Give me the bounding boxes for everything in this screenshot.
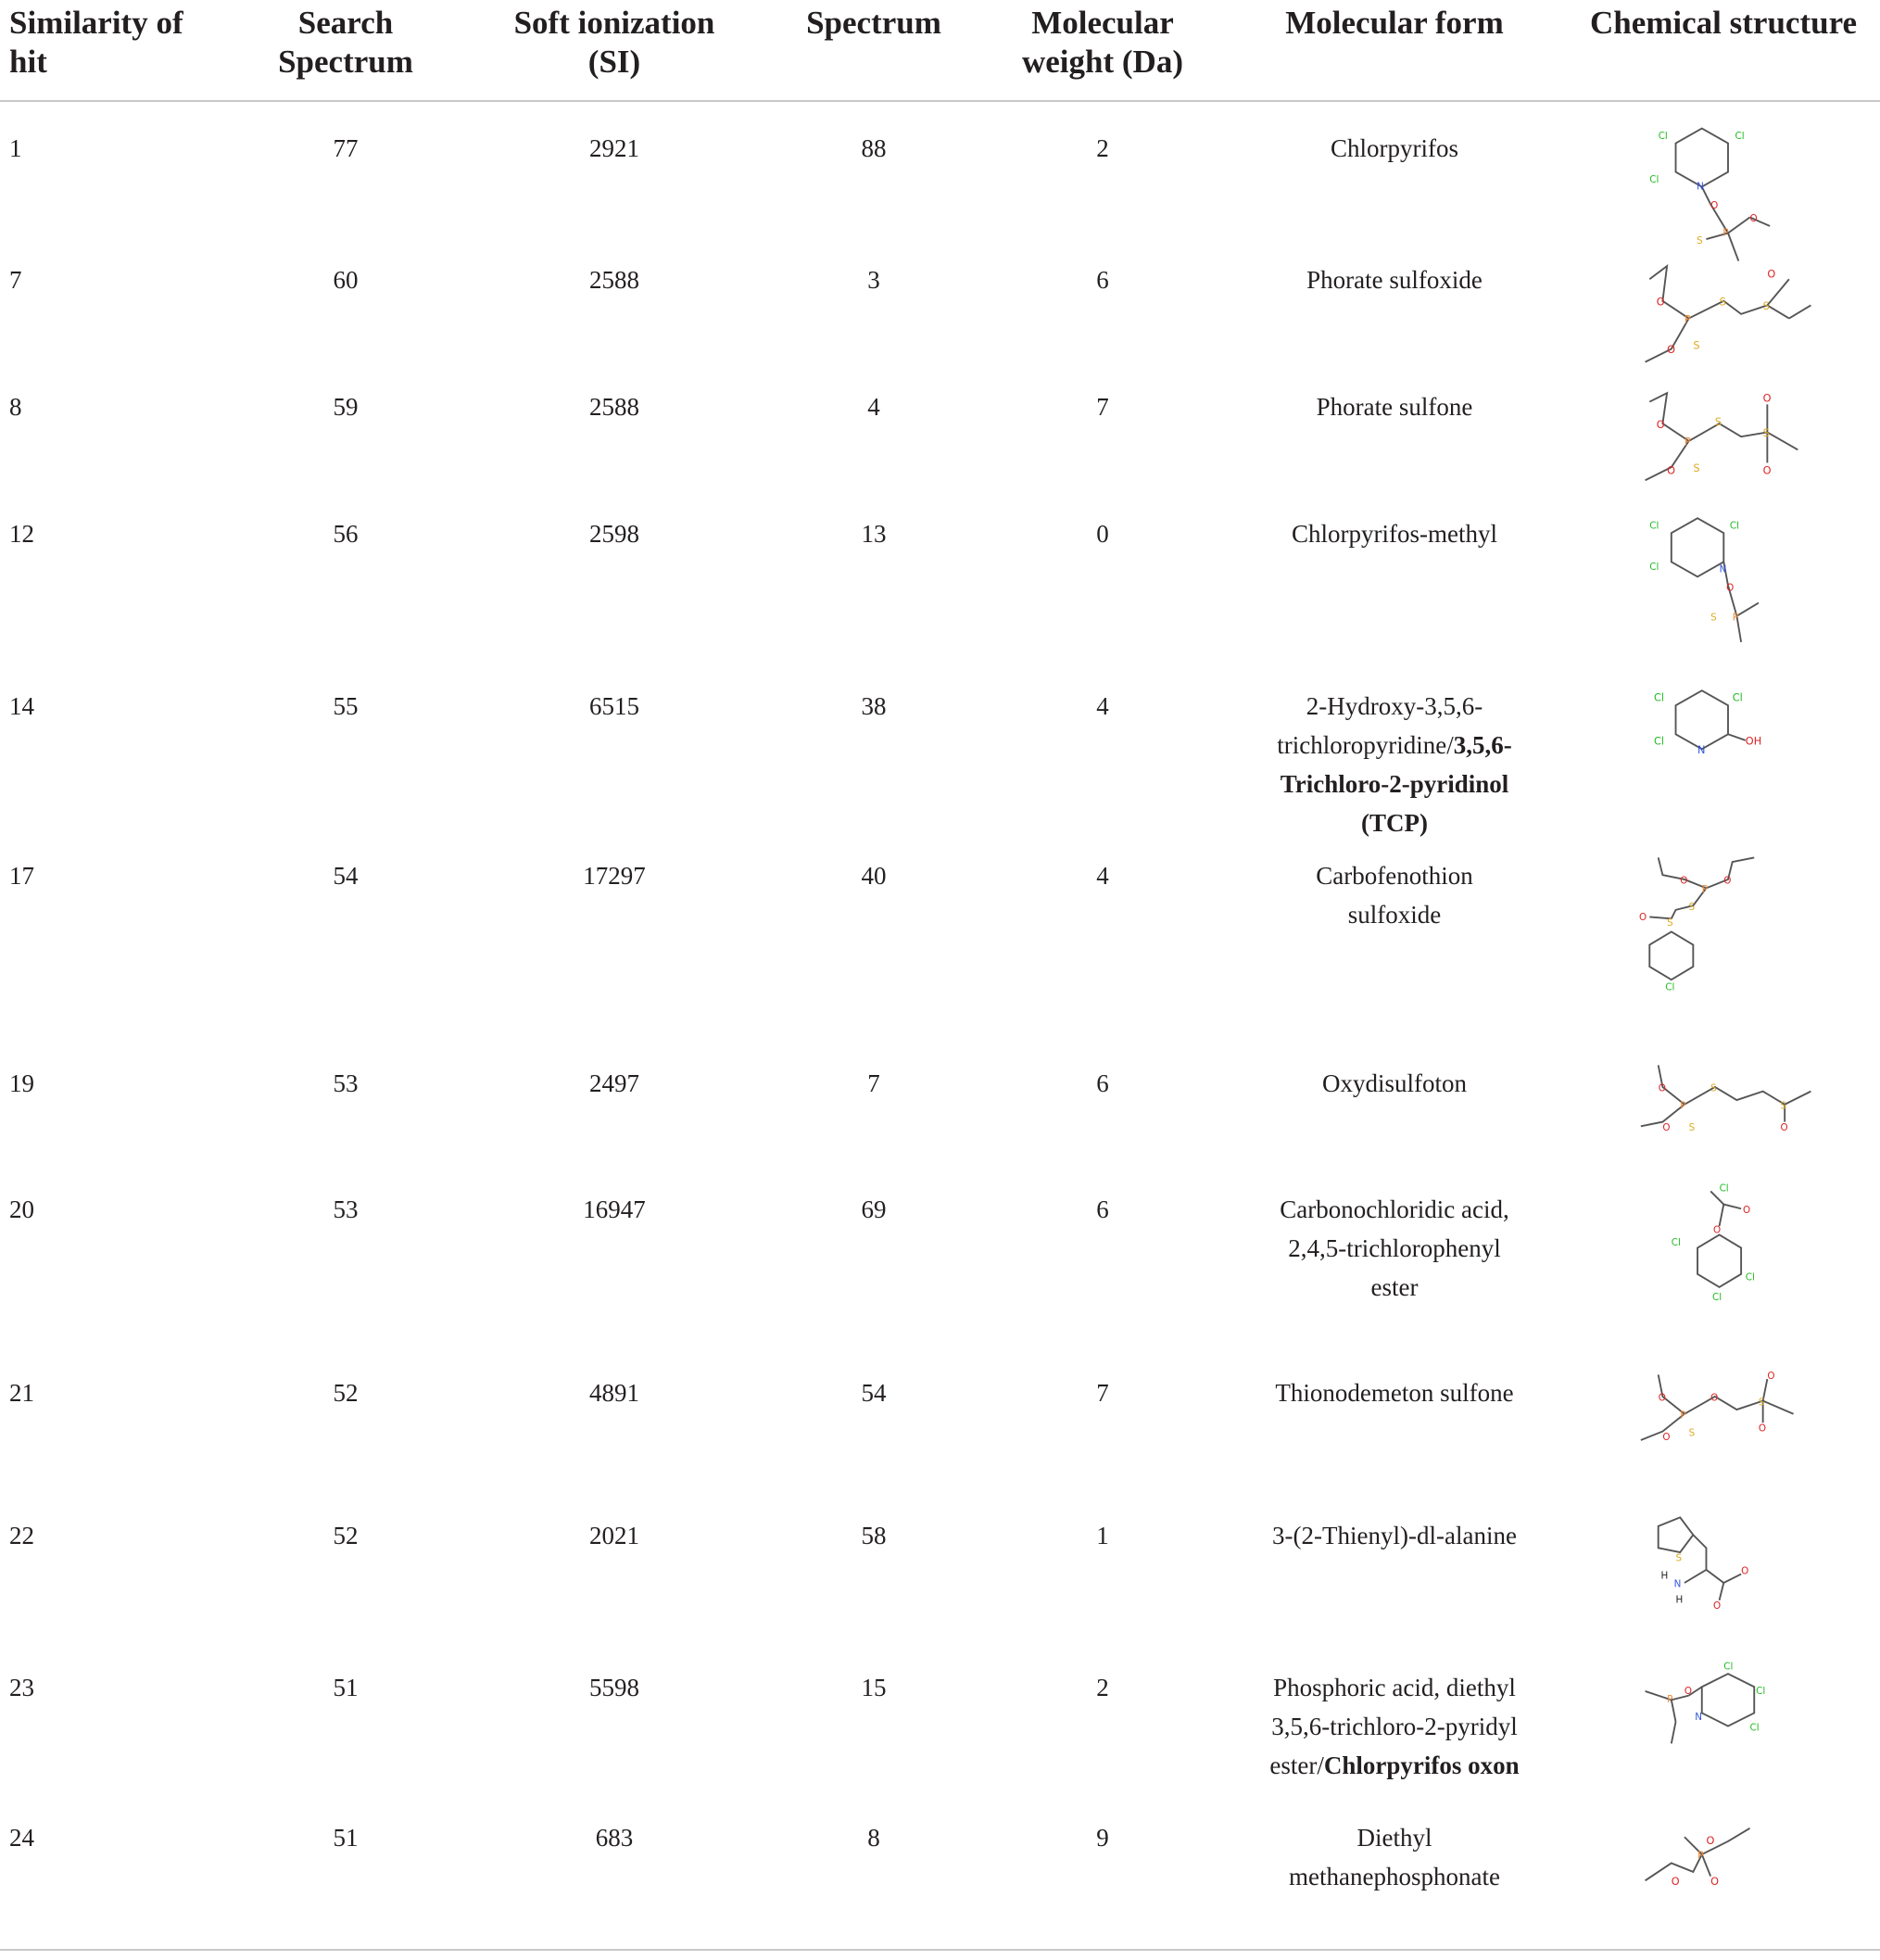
header-spectrum: Spectrum — [806, 5, 941, 41]
svg-text:N: N — [1695, 1712, 1702, 1723]
cell-molecular-form: Phorate sulfoxide — [1306, 266, 1483, 294]
svg-text:O: O — [1762, 392, 1772, 405]
svg-text:O: O — [1667, 464, 1676, 477]
cell-molecular-form: Chlorpyrifos-methyl — [1292, 520, 1497, 548]
cell-similarity-of-hit: 12 — [9, 520, 34, 548]
svg-text:O: O — [1767, 268, 1776, 281]
cell-similarity-of-hit: 24 — [9, 1824, 34, 1852]
svg-text:S: S — [1693, 339, 1700, 352]
cell-search-spectrum: 51 — [333, 1674, 359, 1701]
cell-search-spectrum: 77 — [333, 134, 359, 162]
cell-spectrum: 4 — [867, 393, 880, 421]
svg-text:N: N — [1697, 744, 1706, 756]
cell-soft-ionization: 17297 — [583, 862, 646, 890]
cell-molecular-form: Thionodemeton sulfone — [1275, 1379, 1514, 1407]
cell-soft-ionization: 5598 — [589, 1674, 639, 1701]
cell-molecular-weight: 4 — [1096, 692, 1109, 720]
svg-text:Cl: Cl — [1719, 1182, 1729, 1195]
svg-text:S: S — [1688, 1122, 1696, 1133]
trichlorophenyl-chloroformate-structure-icon — [1617, 1182, 1839, 1331]
cell-spectrum: 58 — [861, 1522, 887, 1549]
svg-text:S: S — [1780, 1100, 1787, 1112]
svg-text:P: P — [1732, 612, 1738, 624]
svg-text:S: S — [1697, 234, 1703, 247]
cell-molecular-weight: 0 — [1096, 520, 1109, 548]
cell-spectrum: 69 — [861, 1195, 887, 1223]
svg-text:S: S — [1710, 612, 1717, 624]
svg-text:O: O — [1743, 1204, 1751, 1216]
cell-search-spectrum: 55 — [333, 692, 359, 720]
cell-spectrum: 3 — [867, 266, 880, 294]
cell-molecular-weight: 2 — [1096, 1674, 1109, 1701]
cell-molecular-weight: 4 — [1096, 862, 1109, 890]
svg-text:P: P — [1667, 1694, 1673, 1706]
chlorpyrifos-structure-icon — [1617, 121, 1839, 270]
svg-text:S: S — [1762, 300, 1770, 313]
cell-molecular-form: Diethyl methanephosphonate — [1289, 1824, 1500, 1890]
cell-search-spectrum: 51 — [333, 1824, 359, 1852]
cell-similarity-of-hit: 14 — [9, 692, 34, 720]
cell-soft-ionization: 2588 — [589, 266, 639, 294]
svg-text:O: O — [1656, 418, 1665, 431]
header-search-spectrum: Search Spectrum — [278, 5, 413, 80]
svg-text:S: S — [1710, 1082, 1717, 1094]
cell-molecular-weight: 7 — [1096, 1379, 1109, 1407]
svg-text:P: P — [1701, 884, 1709, 896]
cell-search-spectrum: 60 — [333, 266, 359, 294]
cell-soft-ionization: 2921 — [589, 134, 639, 162]
svg-text:H: H — [1660, 1570, 1669, 1582]
tcp-structure-icon — [1617, 679, 1839, 828]
svg-text:O: O — [1667, 344, 1676, 357]
svg-text:O: O — [1706, 1834, 1715, 1847]
cell-molecular-form: Chlorpyrifos — [1331, 134, 1458, 162]
cell-molecular-weight: 9 — [1096, 1824, 1109, 1852]
cell-spectrum: 54 — [861, 1379, 887, 1407]
cell-similarity-of-hit: 23 — [9, 1674, 34, 1701]
chlorpyrifos-methyl-structure-icon — [1617, 507, 1839, 655]
cell-molecular-form: 3-(2-Thienyl)-dl-alanine — [1272, 1522, 1517, 1549]
svg-text:O: O — [1749, 213, 1758, 225]
svg-text:Cl: Cl — [1649, 561, 1659, 573]
cell-molecular-weight: 6 — [1096, 266, 1109, 294]
cell-spectrum: 8 — [867, 1824, 880, 1852]
svg-text:N: N — [1673, 1578, 1682, 1590]
svg-text:Cl: Cl — [1671, 1236, 1681, 1248]
cell-molecular-form: Phosphoric acid, diethyl 3,5,6-trichloro-2-pyridyl ester/Chlorpyrifos oxon — [1269, 1674, 1520, 1779]
cell-soft-ionization: 2021 — [589, 1522, 639, 1549]
cell-soft-ionization: 2598 — [589, 520, 639, 548]
svg-text:O: O — [1662, 1122, 1671, 1133]
svg-text:O: O — [1710, 200, 1719, 212]
svg-text:P: P — [1684, 436, 1691, 449]
svg-text:S: S — [1762, 427, 1770, 440]
svg-text:P: P — [1722, 227, 1729, 239]
svg-text:Cl: Cl — [1729, 520, 1739, 532]
cell-similarity-of-hit: 21 — [9, 1379, 34, 1407]
svg-text:O: O — [1713, 1224, 1722, 1236]
svg-text:OH: OH — [1745, 735, 1762, 748]
svg-text:S: S — [1667, 917, 1673, 929]
svg-text:Cl: Cl — [1732, 691, 1743, 704]
svg-text:O: O — [1680, 875, 1688, 887]
svg-text:S: S — [1688, 1427, 1696, 1439]
svg-text:P: P — [1680, 1410, 1686, 1422]
cell-search-spectrum: 53 — [333, 1195, 359, 1223]
cell-soft-ionization: 2497 — [589, 1069, 639, 1097]
cell-similarity-of-hit: 22 — [9, 1522, 34, 1549]
svg-text:Cl: Cl — [1658, 130, 1668, 142]
cell-molecular-form: Oxydisulfoton — [1321, 1069, 1467, 1097]
svg-text:O: O — [1656, 296, 1665, 309]
thienylalanine-structure-icon — [1617, 1509, 1839, 1657]
svg-text:O: O — [1726, 582, 1735, 594]
svg-text:Cl: Cl — [1756, 1685, 1766, 1697]
svg-text:S: S — [1693, 462, 1700, 474]
cell-search-spectrum: 53 — [333, 1069, 359, 1097]
svg-text:O: O — [1684, 1685, 1693, 1697]
header-molecular-weight: Molecular weight (Da) — [1022, 5, 1183, 80]
header-similarity-of-hit: Similarity of hit — [9, 5, 183, 80]
carbofenothion-sulfoxide-structure-icon — [1617, 849, 1839, 997]
svg-text:Cl: Cl — [1649, 173, 1659, 185]
cell-spectrum: 13 — [861, 520, 887, 548]
cell-molecular-weight: 6 — [1096, 1195, 1109, 1223]
cell-soft-ionization: 6515 — [589, 692, 639, 720]
cell-molecular-weight: 2 — [1096, 134, 1109, 162]
svg-text:O: O — [1671, 1876, 1680, 1888]
svg-text:O: O — [1713, 1600, 1722, 1612]
cell-search-spectrum: 54 — [333, 862, 359, 890]
cell-search-spectrum: 56 — [333, 520, 359, 548]
cell-soft-ionization: 4891 — [589, 1379, 639, 1407]
cell-molecular-weight: 7 — [1096, 393, 1109, 421]
diethyl-methanephosphonate-structure-icon — [1617, 1811, 1839, 1959]
cell-soft-ionization: 16947 — [583, 1195, 646, 1223]
cell-similarity-of-hit: 17 — [9, 862, 34, 890]
cell-search-spectrum: 59 — [333, 393, 359, 421]
cell-molecular-form: Carbonochloridic acid, 2,4,5-trichlorophenyl ester — [1280, 1195, 1509, 1301]
svg-text:O: O — [1658, 1082, 1666, 1094]
svg-text:O: O — [1658, 1392, 1666, 1404]
cell-similarity-of-hit: 20 — [9, 1195, 34, 1223]
thionodemeton-sulfone-structure-icon — [1617, 1366, 1839, 1514]
header-molecular-form: Molecular form — [1285, 5, 1504, 41]
cell-search-spectrum: 52 — [333, 1379, 359, 1407]
cell-similarity-of-hit: 8 — [9, 393, 22, 421]
cell-molecular-weight: 1 — [1096, 1522, 1109, 1549]
svg-text:S: S — [1675, 1552, 1683, 1564]
svg-text:S: S — [1688, 901, 1696, 913]
cell-molecular-form: Carbofenothion sulfoxide — [1316, 862, 1473, 929]
cell-molecular-form: 2-Hydroxy-3,5,6- trichloropyridine/3,5,6- Trichloro-2-pyridinol (TCP) — [1277, 692, 1512, 837]
header-divider — [0, 100, 1880, 102]
table-bottom-rule — [0, 1949, 1880, 1951]
svg-text:O: O — [1762, 464, 1772, 477]
svg-text:O: O — [1741, 1565, 1749, 1577]
svg-text:O: O — [1780, 1122, 1788, 1133]
svg-text:O: O — [1639, 912, 1647, 924]
cell-spectrum: 88 — [861, 134, 887, 162]
svg-text:P: P — [1697, 1849, 1704, 1862]
phorate-sulfone-structure-icon — [1617, 380, 1839, 528]
header-soft-ionization: Soft ionization (SI) — [513, 5, 715, 80]
svg-text:O: O — [1767, 1371, 1775, 1383]
svg-text:O: O — [1723, 875, 1732, 887]
cell-spectrum: 40 — [861, 862, 887, 890]
cell-search-spectrum: 52 — [333, 1522, 359, 1549]
cell-spectrum: 38 — [861, 692, 887, 720]
svg-text:Cl: Cl — [1749, 1722, 1760, 1734]
cell-molecular-form: Phorate sulfone — [1316, 393, 1473, 421]
svg-text:O: O — [1662, 1432, 1671, 1443]
cell-similarity-of-hit: 19 — [9, 1069, 34, 1097]
svg-text:Cl: Cl — [1665, 981, 1675, 993]
svg-text:S: S — [1758, 1397, 1765, 1409]
svg-text:O: O — [1710, 1876, 1720, 1888]
svg-text:N: N — [1697, 181, 1704, 193]
svg-text:H: H — [1675, 1594, 1684, 1606]
cell-spectrum: 7 — [867, 1069, 880, 1097]
header-chemical-structure: Chemical structure — [1589, 5, 1858, 41]
chlorpyrifos-oxon-structure-icon — [1617, 1661, 1839, 1809]
cell-spectrum: 15 — [861, 1674, 887, 1701]
svg-text:O: O — [1710, 1392, 1719, 1404]
svg-text:Cl: Cl — [1654, 735, 1665, 748]
phorate-sulfoxide-structure-icon — [1617, 253, 1839, 401]
svg-text:Cl: Cl — [1649, 520, 1659, 532]
svg-text:N: N — [1719, 563, 1727, 575]
svg-text:S: S — [1719, 296, 1726, 309]
svg-text:O: O — [1758, 1423, 1767, 1435]
svg-text:Cl: Cl — [1735, 130, 1745, 142]
svg-text:Cl: Cl — [1723, 1661, 1734, 1673]
svg-text:Cl: Cl — [1654, 691, 1665, 704]
cell-soft-ionization: 683 — [595, 1824, 634, 1852]
svg-text:Cl: Cl — [1745, 1271, 1755, 1283]
cell-similarity-of-hit: 7 — [9, 266, 22, 294]
svg-text:S: S — [1714, 415, 1722, 428]
svg-text:P: P — [1684, 313, 1691, 326]
svg-text:Cl: Cl — [1712, 1292, 1722, 1304]
cell-similarity-of-hit: 1 — [9, 134, 22, 162]
cell-soft-ionization: 2588 — [589, 393, 639, 421]
svg-text:P: P — [1680, 1100, 1686, 1112]
cell-molecular-weight: 6 — [1096, 1069, 1109, 1097]
